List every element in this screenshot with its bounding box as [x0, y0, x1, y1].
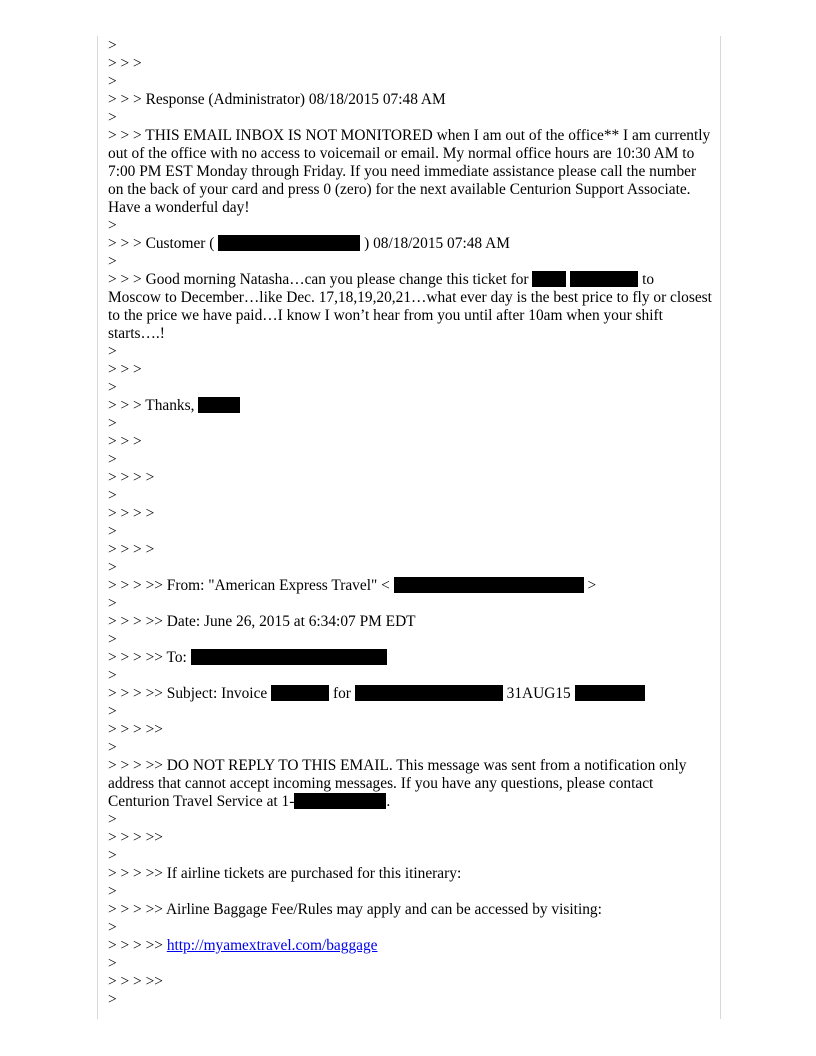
auto-reply-paragraph: > > > THIS EMAIL INBOX IS NOT MONITORED when I am out of the office** I am currently out of the office with no access to voicemail or email. My normal office hours are 10:30 AM to 7:00 PM EST Monday through Friday. If you need immediate assistance please call the number on the back of your card and press 0 (zero) for the next available Centurion Support Associate. Have a wonderful day!: [108, 127, 711, 216]
quote-line: >: [108, 883, 117, 900]
quote-line: >: [108, 253, 117, 270]
customer-header: [108, 235, 714, 253]
quote-line: >: [108, 631, 117, 648]
quote-line: >: [108, 955, 117, 972]
quote-line: > > > >>: [108, 721, 163, 738]
redaction-box: [570, 271, 638, 287]
to-label: > > > >> To:: [108, 649, 187, 666]
quote-line: > > > >: [108, 469, 155, 486]
quote-line: >: [108, 109, 117, 126]
redaction-box: [532, 271, 566, 287]
to-line: [108, 649, 714, 667]
baggage-fee-line: > > > >> Airline Baggage Fee/Rules may apply and can be accessed by visiting:: [108, 901, 602, 918]
do-not-reply-paragraph: [108, 757, 714, 811]
quote-line: >: [108, 667, 117, 684]
quote-line: >: [108, 343, 117, 360]
subject-for: for: [332, 685, 351, 702]
customer-header-label: > > > Customer (: [108, 235, 215, 252]
quote-line: >: [108, 991, 117, 1008]
redaction-box: [294, 793, 386, 809]
quote-line: > > > >: [108, 505, 155, 522]
subject-date: 31AUG15: [506, 685, 571, 702]
response-header: > > > Response (Administrator) 08/18/2015 07:48 AM: [108, 91, 446, 108]
quote-line: >: [108, 739, 117, 756]
quote-line: > > >: [108, 433, 142, 450]
quote-line: >: [108, 919, 117, 936]
quote-line: >: [108, 847, 117, 864]
subject-label: > > > >> Subject: Invoice: [108, 685, 268, 702]
quote-line: >: [108, 73, 117, 90]
do-not-reply-period: .: [386, 793, 391, 810]
quote-line: > > >: [108, 361, 142, 378]
signoff-text: > > > Thanks,: [108, 397, 195, 414]
quote-line: >: [108, 379, 117, 396]
quote-line: >: [108, 523, 117, 540]
redaction-box: [394, 577, 584, 593]
quote-line: >: [108, 595, 117, 612]
customer-message-line: [108, 271, 714, 289]
quote-line: >: [108, 37, 117, 54]
quote-line: > > > >>: [108, 973, 163, 990]
baggage-link-prefix: > > > >>: [108, 937, 163, 954]
from-close: >: [587, 577, 597, 594]
quote-line: >: [108, 451, 117, 468]
quote-line: >: [108, 703, 117, 720]
email-body: [108, 37, 714, 1009]
quote-line: >: [108, 811, 117, 828]
quote-line: >: [108, 487, 117, 504]
customer-header-date: ) 08/18/2015 07:48 AM: [364, 235, 510, 252]
quote-line: > > > >>: [108, 829, 163, 846]
redaction-box: [218, 235, 360, 251]
signoff-line: [108, 397, 714, 415]
customer-message-to: to: [642, 271, 655, 288]
from-label: > > > >> From: "American Express Travel" <: [108, 577, 390, 594]
baggage-link[interactable]: http://myamextravel.com/baggage: [166, 937, 378, 954]
date-line: > > > >> Date: June 26, 2015 at 6:34:07 PM EDT: [108, 613, 416, 630]
redaction-box: [355, 685, 503, 701]
quote-line: >: [108, 559, 117, 576]
subject-line: [108, 685, 714, 703]
redaction-box: [271, 685, 329, 701]
quote-line: >: [108, 415, 117, 432]
customer-message-start: > > > Good morning Natasha…can you please change this ticket for: [108, 271, 529, 288]
quote-line: > > > >: [108, 541, 155, 558]
airline-tickets-line: > > > >> If airline tickets are purchased for this itinerary:: [108, 865, 462, 882]
redaction-box: [575, 685, 645, 701]
quote-line: > > >: [108, 55, 142, 72]
customer-message-rest: Moscow to December…like Dec. 17,18,19,20,21…what ever day is the best price to fly or closest to the price we have paid…I know I won’t hear from you until after 10am when your shift starts….!: [108, 289, 712, 342]
quote-line: >: [108, 217, 117, 234]
baggage-link-line: [108, 937, 714, 955]
redaction-box: [198, 397, 240, 413]
do-not-reply-text: > > > >> DO NOT REPLY TO THIS EMAIL. This message was sent from a notification only address that cannot accept incoming messages. If you have any questions, please contact Centurion Travel Service at 1-: [108, 757, 687, 810]
redaction-box: [191, 649, 387, 665]
from-line: [108, 577, 714, 595]
